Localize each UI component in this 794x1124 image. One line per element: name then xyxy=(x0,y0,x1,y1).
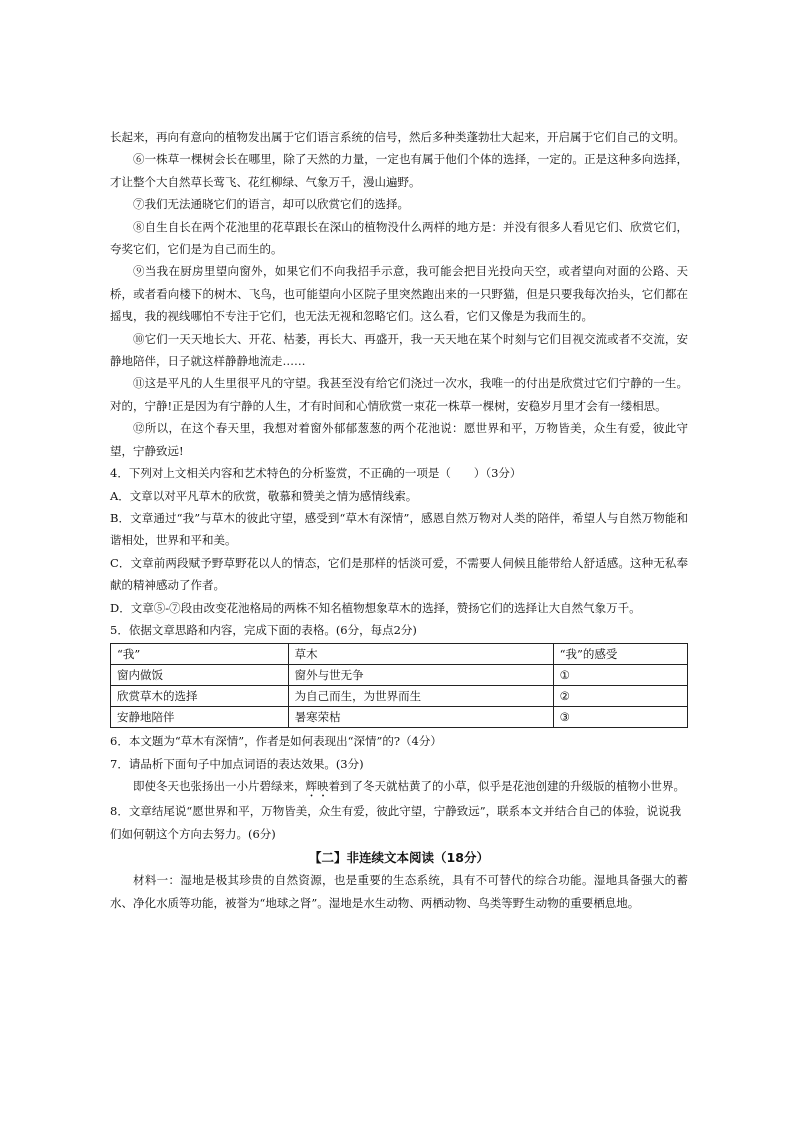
exam-page xyxy=(110,126,688,914)
question-5-table xyxy=(110,643,688,728)
passage-paragraph-10: ⑩它们一天天地长大、开花、枯萎，再长大、再盛开，我一天天地在某个时刻与它们目视交流或者不交流，安静地陪伴，日子就这样静静地流走…… xyxy=(110,331,688,369)
question-5-stem: 5．依据文章思路和内容，完成下面的表格。(6分，每点2分) xyxy=(110,622,417,637)
question-7-sentence-part-1: 即使冬天也张扬出一小片碧绿来， xyxy=(133,779,306,794)
table-cell: 窗外与世无争 xyxy=(288,665,553,686)
question-7-sentence-part-2: 着到了冬天就枯黄了的小草，似乎是花池创建的升级版的植物小世界。 xyxy=(328,779,685,794)
question-6: 6．本文题为“草木有深情”，作者是如何表现出“深情”的?（4分） xyxy=(110,734,442,749)
table-cell: ① xyxy=(553,665,687,686)
table-row xyxy=(111,665,688,686)
table-row xyxy=(111,686,688,707)
passage-paragraph-8: ⑧自生自长在两个花池里的花草跟长在深山的植物没什么两样的地方是：并没有很多人看见它们、欣赏它们，夸奖它们，它们是为自己而生的。 xyxy=(110,219,688,257)
table-cell: ③ xyxy=(553,707,687,728)
passage-paragraph-12: ⑫所以，在这个春天里，我想对着窗外郁郁葱葱的两个花池说：愿世界和平，万物皆美，众生有爱，彼此守望，宁静致远! xyxy=(110,421,688,458)
question-7-sentence xyxy=(110,775,688,800)
question-4-stem: 4．下列对上文相关内容和艺术特色的分析鉴赏，不正确的一项是（ ）（3分） xyxy=(110,466,522,481)
material-1-paragraph: 材料一：湿地是极其珍贵的自然资源，也是重要的生态系统，具有不可替代的综合功能。湿地具备强大的蓄水、净化水质等功能，被誉为“地球之肾”。湿地是水生动物、两栖动物、鸟类等野生动物的重要栖息地。 xyxy=(110,873,688,910)
table-cell: 暑寒荣枯 xyxy=(288,707,553,728)
question-7-stem: 7．请品析下面句子中加点词语的表达效果。(3分) xyxy=(110,756,364,771)
table-cell: 欣赏草木的选择 xyxy=(111,686,289,707)
table-cell: ② xyxy=(553,686,687,707)
passage-paragraph-6: ⑥一株草一棵树会长在哪里，除了天然的力量，一定也有属于他们个体的选择，一定的。正是这种多向选择，才让整个大自然草长莺飞、花红柳绿、气象万千，漫山遍野。 xyxy=(110,152,688,189)
table-header-cell: 草木 xyxy=(288,644,553,665)
table-cell: 安静地陪伴 xyxy=(111,707,289,728)
question-4-option-c: C．文章前两段赋予野草野花以人的情态，它们是那样的恬淡可爱，不需要人伺候且能带给人舒适感。这种无私奉献的精神感动了作者。 xyxy=(110,555,688,593)
section-2-title: 【二】非连续文本阅读（18分） xyxy=(309,849,489,865)
question-4-option-b: B．文章通过“我”与草木的彼此守望，感受到“草木有深情”，感恩自然万物对人类的陪伴，希望人与自然万物能和谐相处，世界和平和美。 xyxy=(110,510,688,548)
passage-paragraph-11: ⑪这是平凡的人生里很平凡的守望。我甚至没有给它们浇过一次水，我唯一的付出是欣赏过它们宁静的一生。对的，宁静!正是因为有宁静的人生，才有时间和心情欣赏一束花一株草一棵树，安稳岁月里才会有一缕相思。 xyxy=(110,376,688,413)
question-8: 8．文章结尾说“愿世界和平，万物皆美，众生有爱，彼此守望，宁静致远”，联系本文并结合自己的体验，说说我们如何朝这个方向去努力。(6分) xyxy=(110,804,682,841)
dotted-word: 辉映 xyxy=(305,779,329,794)
passage-paragraph-continued: 长起来，再向有意向的植物发出属于它们语言系统的信号，然后多种类蓬勃壮大起来，开启属于它们自己的文明。 xyxy=(110,130,685,144)
passage-paragraph-7: ⑦我们无法通晓它们的语言，却可以欣赏它们的选择。 xyxy=(133,197,409,212)
table-header-cell: “我” xyxy=(111,644,289,665)
table-cell: 为自己而生，为世界而生 xyxy=(288,686,553,707)
table-row xyxy=(111,707,688,728)
question-4-option-a: A．文章以对平凡草木的欣赏，敬慕和赞美之情为感情线索。 xyxy=(110,488,418,503)
passage-paragraph-9: ⑨当我在厨房里望向窗外，如果它们不向我招手示意，我可能会把目光投向天空，或者望向对面的公路、天桥，或者看向楼下的树木、飞鸟，也可能望向小区院子里突然跑出来的一只野猫，但是只要我每次抬头，它们都在摇曳，我的视线哪怕不专注于它们，也无法无视和忽略它们。这么看，它们又像是为我而生的。 xyxy=(110,264,688,324)
table-cell: 窗内做饭 xyxy=(111,665,289,686)
table-header-row xyxy=(111,644,688,665)
table-header-cell: “我”的感受 xyxy=(553,644,687,665)
question-4-option-d: D．文章⑤-⑦段由改变花池格局的两株不知名植物想象草木的选择，赞扬它们的选择让大自然气象万千。 xyxy=(110,600,641,615)
